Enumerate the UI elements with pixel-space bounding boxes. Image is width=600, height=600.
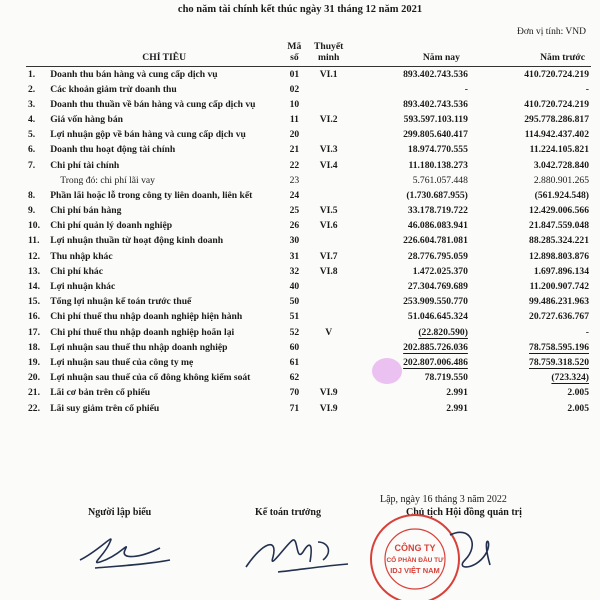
row-number: 6. (28, 144, 36, 156)
row-note: VI.8 (319, 265, 338, 277)
table-row (26, 188, 591, 203)
accountant-signature (238, 522, 358, 582)
row-current-value: 226.604.781.081 (403, 235, 468, 247)
row-item-name: Các khoản giảm trừ doanh thu (50, 83, 177, 95)
row-code: 01 (289, 68, 300, 80)
row-current-value: 299.805.640.417 (403, 129, 468, 141)
row-note (308, 127, 348, 142)
row-current-value: 28.776.795.059 (407, 250, 468, 262)
row-previous-value: 88.285.324.221 (529, 235, 589, 247)
row-code: 26 (289, 220, 300, 232)
row-item-name: Doanh thu bán hàng và cung cấp dịch vụ (50, 68, 218, 80)
row-previous-value: (561.924.548) (534, 189, 589, 201)
row-previous-value: 12.429.006.566 (529, 205, 589, 217)
row-number: 2. (28, 83, 36, 95)
row-previous-value: 11.200.907.742 (529, 281, 589, 293)
row-code: 20 (289, 129, 300, 141)
row-code: 71 (289, 402, 300, 414)
row-previous-value: 114.942.437.402 (524, 129, 589, 141)
header-item: CHỈ TIÊU (142, 52, 187, 63)
row-previous-value: - (585, 83, 589, 95)
row-previous-value: 410.720.724.219 (524, 98, 589, 110)
row-previous-value: (723.324) (551, 372, 589, 384)
row-previous-value: 3.042.728.840 (533, 159, 589, 171)
row-current-value: - (464, 83, 468, 95)
row-note: VI.6 (319, 220, 338, 232)
row-number: 9. (28, 205, 36, 217)
header-no (26, 40, 48, 64)
row-note (308, 233, 348, 248)
table-row (26, 82, 591, 97)
row-number: 8. (28, 189, 36, 201)
row-item-name: Lợi nhuận khác (50, 281, 116, 293)
row-code: 70 (289, 387, 300, 399)
row-current-value: (22.820.590) (418, 326, 468, 338)
table-row (26, 325, 591, 340)
row-current-value: 27.304.769.689 (407, 281, 468, 293)
header-previous-year: Năm trước (540, 52, 585, 63)
row-number: 17. (28, 326, 40, 338)
row-previous-value: 21.847.559.048 (529, 220, 589, 232)
row-item-name: Doanh thu thuần về bán hàng và cung cấp dịch vụ (50, 98, 256, 110)
row-item-name: Chi phí tài chính (50, 159, 120, 171)
row-current-value: 33.178.719.722 (407, 205, 468, 217)
row-item-name: Chi phí khác (50, 265, 103, 277)
stamp-line-1: CÔNG TY (394, 543, 436, 553)
row-item-name: Doanh thu hoạt động tài chính (50, 144, 176, 156)
row-number: 19. (28, 356, 40, 368)
row-note (308, 173, 348, 188)
row-note: VI.2 (319, 113, 338, 125)
row-note (308, 188, 348, 203)
row-note: VI.3 (319, 144, 338, 156)
row-current-value: 11.180.138.273 (408, 159, 468, 171)
row-number: 7. (28, 159, 36, 171)
report-date: Lập, ngày 16 tháng 3 năm 2022 (380, 494, 507, 505)
table-row (26, 355, 591, 370)
stamp-line-3: IDJ VIỆT NAM (390, 566, 440, 575)
row-current-value: 2.991 (446, 387, 468, 399)
row-item-name: Trong đó: chi phí lãi vay (60, 174, 155, 186)
row-note (308, 97, 348, 112)
table-row (26, 264, 591, 279)
preparer-title: Người lập biểu (88, 507, 152, 518)
row-number: 1. (28, 68, 36, 80)
row-number: 12. (28, 250, 40, 262)
table-row (26, 279, 591, 294)
row-number: 18. (28, 341, 40, 353)
row-code: 61 (289, 356, 300, 368)
row-number: 13. (28, 265, 40, 277)
row-code: 31 (289, 250, 300, 262)
row-item-name: Chi phí quản lý doanh nghiệp (50, 220, 173, 232)
accountant-title: Kế toán trưởng (255, 507, 321, 518)
row-code: 23 (289, 174, 300, 186)
row-code: 30 (289, 235, 300, 247)
row-number: 20. (28, 372, 40, 384)
table-row (26, 309, 591, 324)
row-note: VI.7 (319, 250, 338, 262)
table-row (26, 112, 591, 127)
row-previous-value: 78.758.595.196 (529, 341, 589, 353)
row-item-name: Thu nhập khác (50, 250, 113, 262)
table-row (26, 157, 591, 172)
row-item-name: Lợi nhuận sau thuế của cổ đông không kiểm soát (50, 372, 251, 384)
row-code: 52 (289, 326, 300, 338)
row-item-name: Tổng lợi nhuận kế toán trước thuế (50, 296, 192, 308)
header-current-year: Năm nay (422, 52, 460, 63)
row-number: 11. (28, 235, 40, 247)
row-note (308, 309, 348, 324)
table-row (26, 249, 591, 264)
row-code: 40 (289, 281, 300, 293)
row-code: 21 (289, 144, 300, 156)
row-code: 24 (289, 189, 300, 201)
row-current-value: 593.597.103.119 (403, 113, 468, 125)
row-current-value: 46.086.083.941 (407, 220, 468, 232)
row-item-name: Lợi nhuận sau thuế thu nhập doanh nghiệp (50, 341, 228, 353)
report-subtitle: cho năm tài chính kết thúc ngày 31 tháng 12 năm 2021 (177, 4, 423, 15)
row-item-name: Phần lãi hoặc lỗ trong công ty liên doanh, liên kết (50, 189, 253, 201)
row-code: 32 (289, 265, 300, 277)
row-item-name: Giá vốn hàng bán (50, 113, 123, 125)
row-code: 60 (289, 341, 300, 353)
row-item-name: Lợi nhuận sau thuế của công ty mẹ (50, 356, 194, 368)
table-row (26, 203, 591, 218)
row-code: 25 (289, 205, 300, 217)
row-number: 4. (28, 113, 36, 125)
row-previous-value: 11.224.105.821 (529, 144, 589, 156)
table-row (26, 142, 591, 157)
row-code: 10 (289, 98, 300, 110)
table-row (26, 385, 591, 400)
row-code: 22 (289, 159, 300, 171)
row-current-value: 893.402.743.536 (403, 68, 468, 80)
row-previous-value: 20.727.636.767 (529, 311, 589, 323)
row-current-value: 78.719.550 (424, 372, 468, 384)
row-code: 51 (289, 311, 300, 323)
table-row (26, 340, 591, 355)
row-number: 21. (28, 387, 40, 399)
row-note: VI.5 (319, 205, 338, 217)
row-note (308, 340, 348, 355)
table-row (26, 370, 591, 385)
row-previous-value: 1.697.896.134 (533, 265, 589, 277)
row-item-name: Chi phí bán hàng (50, 205, 122, 217)
row-current-value: 18.974.770.555 (407, 144, 468, 156)
table-row (26, 294, 591, 309)
row-number: 5. (28, 129, 36, 141)
table-header-row (26, 40, 591, 64)
row-number (26, 173, 48, 188)
row-current-value: 51.046.645.324 (407, 311, 468, 323)
row-previous-value: 2.005 (567, 402, 589, 414)
row-number: 10. (28, 220, 40, 232)
row-previous-value: 2.880.901.265 (533, 174, 589, 186)
row-previous-value: - (585, 326, 589, 338)
row-previous-value: 99.486.231.963 (529, 296, 589, 308)
row-note (308, 279, 348, 294)
table-row (26, 233, 591, 248)
row-previous-value: 12.898.803.876 (529, 250, 589, 262)
row-current-value: 5.761.057.448 (412, 174, 468, 186)
row-note: VI.1 (319, 68, 338, 80)
row-number: 15. (28, 296, 40, 308)
stamp-line-2: CỔ PHẦN ĐẦU TƯ (386, 557, 444, 564)
row-code: 02 (289, 83, 300, 95)
chairman-signature (440, 515, 510, 585)
row-code: 11 (289, 113, 299, 125)
row-previous-value: 78.759.318.520 (529, 356, 589, 368)
row-number: 14. (28, 281, 40, 293)
table-row (26, 218, 591, 233)
header-note: Thuyết minh (313, 41, 344, 63)
table-row (26, 97, 591, 112)
row-item-name: Chi phí thuế thu nhập doanh nghiệp hiện hành (50, 311, 243, 323)
row-previous-value: 410.720.724.219 (524, 68, 589, 80)
row-number: 16. (28, 311, 40, 323)
income-statement-table (26, 40, 591, 416)
row-note: VI.4 (319, 159, 338, 171)
row-previous-value: 2.005 (567, 387, 589, 399)
row-current-value: 202.885.726.036 (403, 341, 468, 353)
preparer-signature (70, 520, 180, 580)
table-row (26, 400, 591, 415)
row-note: VI.9 (319, 402, 338, 414)
header-code: Mã số (287, 41, 302, 63)
row-previous-value: 295.778.286.817 (524, 113, 589, 125)
row-item-name: Lợi nhuận thuần từ hoạt động kinh doanh (50, 235, 224, 247)
row-item-name: Lãi cơ bản trên cổ phiếu (50, 387, 151, 399)
row-note (308, 294, 348, 309)
row-current-value: 1.472.025.370 (412, 265, 468, 277)
chairman-title: Chủ tịch Hội đồng quản trị (406, 507, 522, 518)
row-code: 50 (289, 296, 300, 308)
row-note: VI.9 (319, 387, 338, 399)
row-number: 22. (28, 402, 40, 414)
row-item-name: Lãi suy giảm trên cổ phiếu (50, 402, 160, 414)
row-current-value: 2.991 (446, 402, 468, 414)
row-item-name: Lợi nhuận gộp về bán hàng và cung cấp dịch vụ (50, 129, 246, 141)
row-current-value: (1.730.687.955) (406, 189, 468, 201)
table-row (26, 66, 591, 82)
row-current-value: 893.402.743.536 (403, 98, 468, 110)
row-note (308, 355, 348, 370)
row-item-name: Chi phí thuế thu nhập doanh nghiệp hoãn lại (50, 326, 235, 338)
row-code: 62 (289, 372, 300, 384)
row-number: 3. (28, 98, 36, 110)
row-current-value: 202.807.006.486 (403, 356, 468, 368)
row-note (308, 82, 348, 97)
row-current-value: 253.909.550.770 (403, 296, 468, 308)
table-row (26, 127, 591, 142)
row-note (308, 370, 348, 385)
table-body (26, 66, 591, 416)
row-note: V (325, 326, 333, 338)
table-row (26, 173, 591, 188)
pink-highlight-mark (372, 358, 402, 384)
currency-unit: Đơn vị tính: VND (517, 27, 586, 37)
